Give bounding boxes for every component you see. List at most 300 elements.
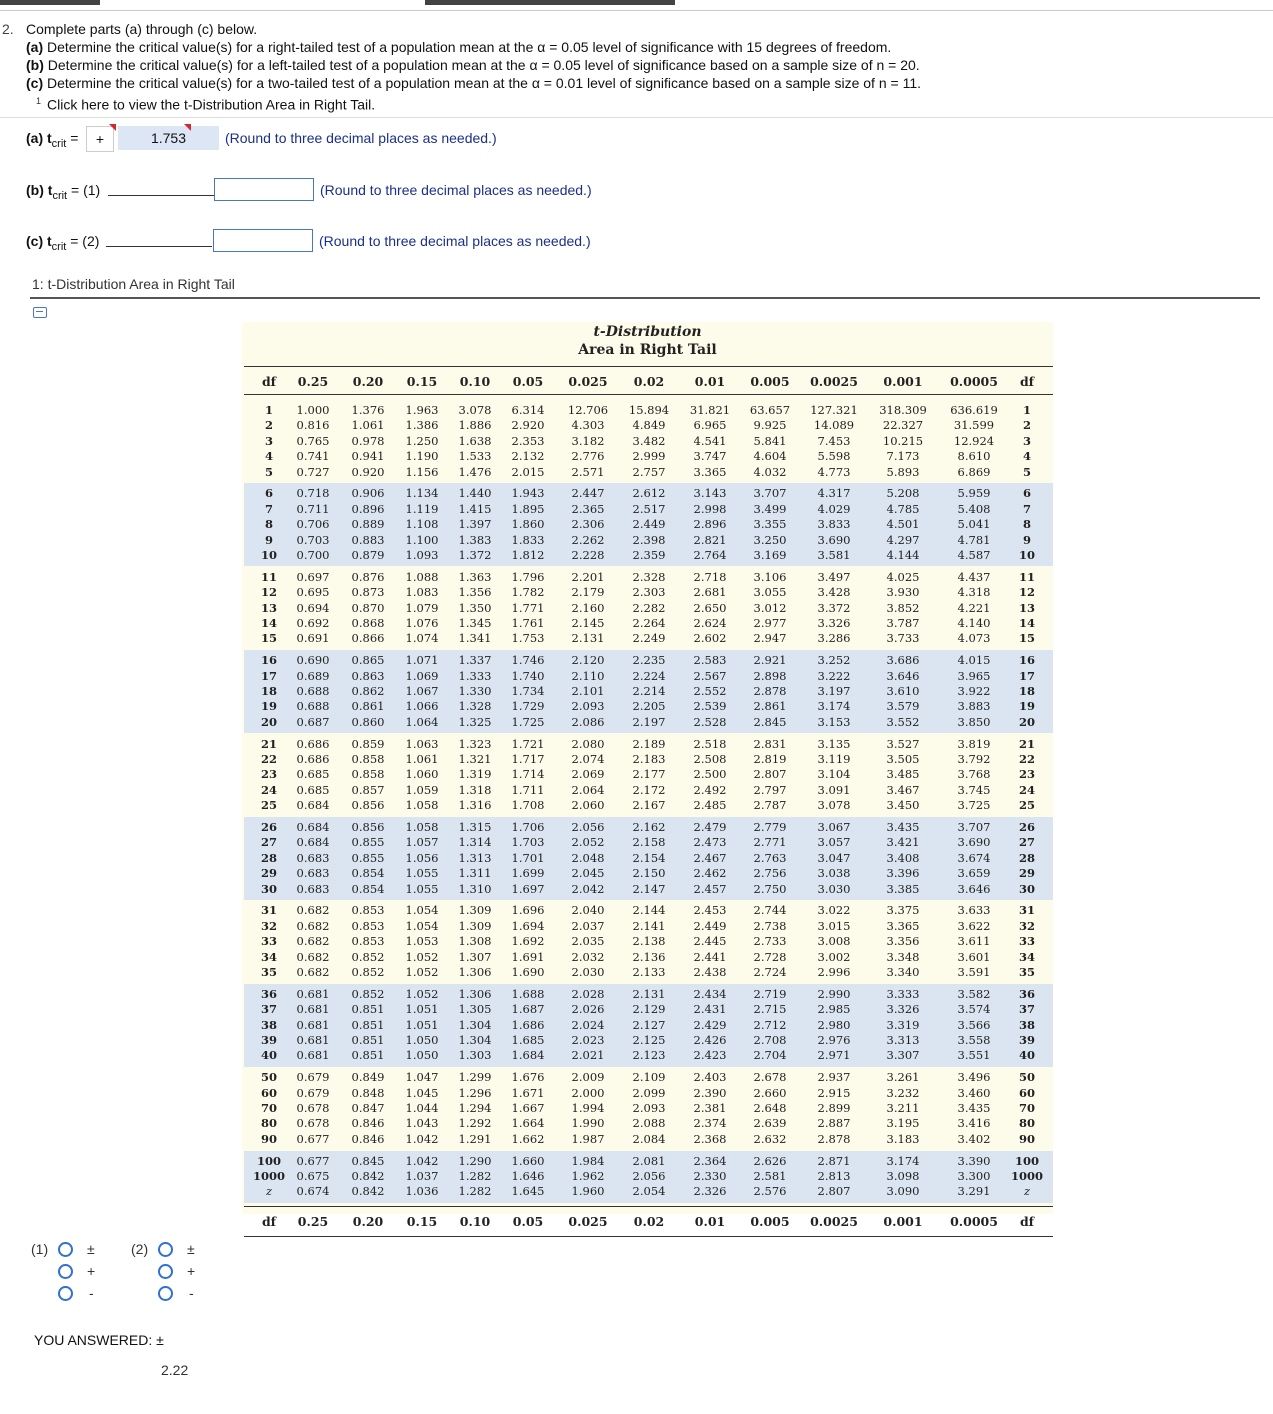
radio-group2-option1[interactable]: [158, 1242, 173, 1257]
table-row-df: 40: [1018, 1048, 1035, 1063]
table-cell: 1.734: [511, 684, 545, 698]
table-cell: 1.108: [405, 517, 439, 532]
table-cell: 1.190: [405, 449, 439, 464]
table-row-df: 22: [1018, 752, 1035, 766]
table-cell: 1.050: [405, 1033, 439, 1047]
question-part-b: (b) Determine the critical value(s) for a left-tailed test of a population mean at the α = 0.05 level of significance based on a sample size of n = 20.: [26, 57, 920, 73]
table-row-df: 30: [1018, 881, 1035, 896]
table-cell: 2.133: [632, 965, 666, 979]
table-cell: 5.841: [753, 433, 787, 448]
question-text: [2, 20, 921, 114]
table-cell: 0.677: [296, 1131, 330, 1146]
table-cell: 7.173: [886, 449, 920, 464]
table-rule: [244, 394, 1053, 395]
table-cell: 1.305: [458, 1002, 492, 1017]
table-cell: 3.047: [817, 850, 851, 865]
table-cell: 5.893: [886, 464, 920, 479]
table-cell: 3.169: [753, 548, 787, 562]
table-row-df: 1: [1022, 403, 1031, 417]
table-cell: 0.684: [296, 835, 330, 850]
table-cell: 1.074: [405, 631, 439, 646]
table-cell: 0.858: [351, 752, 385, 766]
table-cell: 3.012: [753, 600, 787, 615]
table-cell: 0.846: [351, 1116, 385, 1131]
table-cell: 2.861: [753, 699, 787, 714]
table-rule: [244, 366, 1053, 367]
table-cell: 2.915: [817, 1085, 851, 1100]
table-cell: 4.773: [817, 464, 851, 479]
table-cell: 2.056: [571, 820, 605, 834]
table-cell: 2.887: [817, 1116, 851, 1131]
table-row-df: 80: [1018, 1116, 1035, 1131]
table-row-df: 100: [1014, 1153, 1039, 1168]
table-cell: 2.093: [571, 699, 605, 714]
table-cell: 1.056: [405, 850, 439, 865]
table-cell: 0.883: [351, 532, 385, 547]
radio-group1-option1[interactable]: [58, 1242, 73, 1257]
table-cell: 2.771: [753, 835, 787, 850]
table-cell: 0.879: [351, 548, 385, 562]
table-cell: 3.250: [753, 532, 787, 547]
table-row-df: 50: [260, 1070, 277, 1085]
table-cell: 0.684: [296, 798, 330, 813]
table-cell: 1.943: [511, 486, 545, 501]
table-cell: 2.776: [571, 449, 605, 464]
table-cell: 1.119: [405, 501, 439, 516]
table-cell: 2.431: [693, 1002, 727, 1017]
table-row-df: 20: [1018, 714, 1035, 729]
table-row-df: 7: [1022, 501, 1031, 516]
table-cell: 2.479: [693, 820, 727, 834]
table-cell: 2.042: [571, 881, 605, 896]
table-cell: 2.990: [817, 986, 851, 1001]
table-cell: 1.994: [571, 1101, 605, 1115]
column-footer: 0.01: [694, 1213, 726, 1229]
table-cell: 1.310: [458, 881, 492, 896]
column-header: 0.05: [512, 374, 544, 389]
table-row-df: 25: [1018, 798, 1035, 813]
table-cell: 4.221: [957, 600, 991, 615]
radio-group1-option3[interactable]: [58, 1286, 73, 1301]
table-cell: 2.728: [753, 949, 787, 964]
table-cell: 2.977: [753, 616, 787, 630]
table-row-df: 18: [1018, 684, 1035, 698]
you-answered-value: 2.22: [161, 1362, 189, 1378]
table-cell: 3.552: [886, 714, 920, 729]
table-cell: 2.035: [571, 934, 605, 949]
table-cell: 2.060: [571, 798, 605, 813]
table-cell: 1.691: [511, 949, 545, 964]
column-header: 0.15: [406, 374, 438, 389]
table-row-df: 16: [1018, 653, 1035, 668]
table-row-df: 3: [1022, 433, 1031, 448]
answer-b-hint: (Round to three decimal places as needed.): [320, 182, 592, 198]
table-cell: 1.688: [511, 986, 545, 1001]
table-cell: 2.445: [693, 934, 727, 949]
table-cell: 2.032: [571, 949, 605, 964]
table-cell: 3.211: [886, 1101, 920, 1115]
table-cell: 0.845: [351, 1153, 385, 1168]
table-cell: 1.662: [511, 1131, 545, 1146]
table-cell: 1.703: [511, 835, 545, 850]
table-cell: 0.688: [296, 684, 330, 698]
table-cell: 0.692: [296, 616, 330, 630]
table-cell: 3.333: [886, 986, 920, 1001]
column-footer: 0.02: [633, 1213, 665, 1229]
table-cell: 2.228: [571, 548, 605, 562]
table-cell: 4.144: [886, 548, 920, 562]
table-cell: 14.089: [813, 418, 855, 433]
table-cell: 1.363: [458, 569, 492, 584]
table-cell: 1.311: [458, 866, 492, 881]
table-cell: 2.971: [817, 1048, 851, 1063]
table-cell: 4.437: [957, 569, 991, 584]
table-cell: 1.296: [458, 1085, 492, 1100]
table-cell: 3.408: [886, 850, 920, 865]
print-icon[interactable]: [33, 307, 47, 318]
table-cell: 4.781: [957, 532, 991, 547]
table-cell: 0.681: [296, 986, 330, 1001]
answer-c-input[interactable]: [213, 229, 313, 252]
table-cell: 2.485: [693, 798, 727, 813]
table-cell: 2.364: [693, 1153, 727, 1168]
table-cell: 2.129: [632, 1002, 666, 1017]
table-row-df: 36: [260, 986, 277, 1001]
table-cell: 2.158: [632, 835, 666, 850]
table-cell: 3.787: [886, 616, 920, 630]
answer-a-value[interactable]: 1.753: [118, 126, 219, 150]
table-row-df: 35: [1018, 965, 1035, 979]
table-cell: 2.819: [753, 752, 787, 766]
table-cell: 2.109: [632, 1070, 666, 1085]
column-footer: 0.025: [568, 1213, 608, 1229]
table-cell: 2.390: [693, 1085, 727, 1100]
table-row-df: 34: [1018, 949, 1035, 964]
table-cell: 1.706: [511, 820, 545, 834]
table-cell: 2.508: [693, 752, 727, 766]
table-cell: 3.232: [886, 1085, 920, 1100]
table-cell: 3.340: [886, 965, 920, 979]
table-cell: 1.036: [405, 1184, 439, 1199]
table-cell: 2.064: [571, 782, 605, 797]
table-cell: 3.348: [886, 949, 920, 964]
table-cell: 3.197: [817, 684, 851, 698]
table-cell: 3.195: [886, 1116, 920, 1131]
table-cell: 3.355: [753, 517, 787, 532]
table-cell: 0.679: [296, 1085, 330, 1100]
table-row-df: 39: [1018, 1033, 1035, 1047]
table-cell: 2.518: [693, 736, 727, 751]
table-cell: 0.700: [296, 548, 330, 562]
table-cell: 2.028: [571, 986, 605, 1001]
table-cell: 3.747: [693, 449, 727, 464]
table-cell: 0.920: [351, 464, 385, 479]
table-cell: 0.853: [351, 918, 385, 933]
table-cell: 1.397: [458, 517, 492, 532]
table-row-df: 90: [1018, 1131, 1035, 1146]
radio-group1-option1-label: ±: [87, 1241, 95, 1257]
table-cell: 2.189: [632, 736, 666, 751]
table-cell: 0.856: [351, 820, 385, 834]
table-cell: 3.733: [886, 631, 920, 646]
table-cell: 0.682: [296, 949, 330, 964]
table-cell: 1.055: [405, 866, 439, 881]
table-cell: 1.860: [511, 517, 545, 532]
table-cell: 2.624: [693, 616, 727, 630]
table-cell: 2.517: [632, 501, 666, 516]
table-cell: 1.053: [405, 934, 439, 949]
table-cell: 2.744: [753, 903, 787, 918]
table-cell: 1.684: [511, 1048, 545, 1063]
table-cell: 1.061: [351, 418, 385, 433]
table-row-df: 14: [260, 616, 277, 630]
table-cell: 3.252: [817, 653, 851, 668]
table-link[interactable]: $^1$ Click here to view the t-Distribution Area in Right Tail.: [36, 96, 376, 113]
table-cell: 3.396: [886, 866, 920, 881]
table-row-df: 9: [1022, 532, 1031, 547]
table-cell: 0.678: [296, 1116, 330, 1131]
table-cell: 0.682: [296, 918, 330, 933]
table-cell: 1.000: [296, 403, 330, 417]
table-cell: 2.980: [817, 1017, 851, 1032]
answer-a-sign[interactable]: +: [86, 126, 114, 152]
table-cell: 3.390: [957, 1153, 991, 1168]
table-row-df: 9: [264, 532, 273, 547]
table-cell: 2.145: [571, 616, 605, 630]
table-cell: 0.706: [296, 517, 330, 532]
radio-group2-option3-label: -: [189, 1285, 194, 1301]
table-cell: 2.359: [632, 548, 666, 562]
column-header: 0.02: [633, 374, 665, 389]
table-cell: 2.581: [753, 1169, 787, 1183]
table-row-df: 37: [260, 1002, 277, 1017]
table-cell: 3.291: [957, 1184, 991, 1199]
table-cell: 2.081: [632, 1153, 666, 1168]
table-cell: 2.214: [632, 684, 666, 698]
table-cell: 2.552: [693, 684, 727, 698]
table-cell: 2.132: [511, 449, 545, 464]
table-cell: 2.080: [571, 736, 605, 751]
table-cell: 3.558: [957, 1033, 991, 1047]
table-cell: 3.591: [957, 965, 991, 979]
t-distribution-table: [242, 322, 1053, 1229]
column-header: 0.20: [352, 374, 384, 389]
table-cell: 3.183: [886, 1131, 920, 1146]
table-cell: 2.154: [632, 850, 666, 865]
table-row-df: 35: [260, 965, 277, 979]
table-cell: 0.889: [351, 517, 385, 532]
table-cell: 0.854: [351, 866, 385, 881]
table-cell: 0.682: [296, 965, 330, 979]
radio-group1-option2[interactable]: [58, 1264, 73, 1279]
table-cell: 2.088: [632, 1116, 666, 1131]
table-cell: 2.473: [693, 835, 727, 850]
table-cell: 2.353: [511, 433, 545, 448]
table-cell: 3.690: [817, 532, 851, 547]
table-cell: 2.996: [817, 965, 851, 979]
table-cell: 3.300: [957, 1169, 991, 1183]
table-cell: 2.015: [511, 464, 545, 479]
table-cell: 0.876: [351, 569, 385, 584]
table-cell: 3.153: [817, 714, 851, 729]
table-cell: 3.551: [957, 1048, 991, 1063]
table-cell: 0.683: [296, 850, 330, 865]
table-cell: 2.779: [753, 820, 787, 834]
table-row-df: 28: [1018, 850, 1035, 865]
table-cell: 1.042: [405, 1131, 439, 1146]
table-cell: 0.851: [351, 1017, 385, 1032]
table-cell: 0.865: [351, 653, 385, 668]
table-cell: 2.264: [632, 616, 666, 630]
column-footer: 0.10: [459, 1213, 491, 1229]
table-cell: 3.416: [957, 1116, 991, 1131]
table-cell: 0.683: [296, 866, 330, 881]
table-cell: 2.871: [817, 1153, 851, 1168]
table-row-df: 16: [260, 653, 277, 668]
table-cell: 0.852: [351, 986, 385, 1001]
table-cell: 3.686: [886, 653, 920, 668]
table-cell: 2.733: [753, 934, 787, 949]
table-cell: 1.660: [511, 1153, 545, 1168]
table-cell: 1.337: [458, 653, 492, 668]
table-rule: [244, 1236, 1053, 1237]
table-cell: 2.626: [753, 1153, 787, 1168]
table-cell: 4.541: [693, 433, 727, 448]
table-cell: 3.015: [817, 918, 851, 933]
table-cell: 1.050: [405, 1048, 439, 1063]
column-footer: 0.0025: [810, 1213, 858, 1229]
column-footer: 0.0005: [950, 1213, 998, 1229]
table-row-df: 24: [1018, 782, 1035, 797]
table-cell: 4.073: [957, 631, 991, 646]
table-cell: 2.074: [571, 752, 605, 766]
table-cell: 7.453: [817, 433, 851, 448]
table-cell: 12.924: [953, 433, 995, 448]
table-cell: 1.753: [511, 631, 545, 646]
table-cell: 1.664: [511, 1116, 545, 1131]
table-cell: 1.325: [458, 714, 492, 729]
table-cell: 1.725: [511, 714, 545, 729]
table-row-df: 13: [260, 600, 277, 615]
table-cell: 2.947: [753, 631, 787, 646]
table-cell: 4.318: [957, 585, 991, 600]
table-cell: 3.307: [886, 1048, 920, 1063]
table-cell: 1.052: [405, 965, 439, 979]
table-cell: 1.059: [405, 782, 439, 797]
table-cell: 2.763: [753, 850, 787, 865]
table-row-df: 33: [1018, 934, 1035, 949]
table-cell: 2.201: [571, 569, 605, 584]
table-cell: 0.848: [351, 1085, 385, 1100]
table-cell: 4.297: [886, 532, 920, 547]
table-cell: 2.197: [632, 714, 666, 729]
table-rule: [244, 1206, 1053, 1207]
table-row-df: 11: [1018, 569, 1035, 584]
answer-b-label: (b) $t_{crit} = (1)$: [26, 182, 101, 202]
table-cell: 2.681: [693, 585, 727, 600]
table-row-df: 21: [1018, 736, 1035, 751]
table-cell: 2.453: [693, 903, 727, 918]
table-row-df: 70: [260, 1101, 277, 1115]
table-cell: 15.894: [628, 403, 670, 417]
table-cell: 3.104: [817, 767, 851, 782]
column-header: 0.01: [694, 374, 726, 389]
table-cell: 0.682: [296, 903, 330, 918]
table-cell: 0.861: [351, 699, 385, 714]
table-cell: 2.807: [817, 1184, 851, 1199]
column-footer-df: df: [1019, 1213, 1035, 1229]
table-cell: 1.304: [458, 1017, 492, 1032]
table-row-df: 14: [1018, 616, 1035, 630]
table-cell: 2.205: [632, 699, 666, 714]
table-cell: 2.612: [632, 486, 666, 501]
table-cell: 2.144: [632, 903, 666, 918]
table-cell: 12.706: [567, 403, 609, 417]
table-cell: 2.976: [817, 1033, 851, 1047]
table-row-df: z: [265, 1184, 273, 1199]
table-row-df: 31: [1018, 903, 1035, 918]
table-cell: 1.960: [571, 1184, 605, 1199]
table-cell: 1.386: [405, 418, 439, 433]
table-cell: 1.282: [458, 1184, 492, 1199]
table-cell: 3.174: [817, 699, 851, 714]
radio-group2-option2[interactable]: [158, 1264, 173, 1279]
radio-group2-option3[interactable]: [158, 1286, 173, 1301]
table-row-df: 22: [260, 752, 277, 766]
table-cell: 3.319: [886, 1017, 920, 1032]
table-cell: 1.690: [511, 965, 545, 979]
table-row-df: 23: [260, 767, 277, 782]
table-cell: 0.853: [351, 934, 385, 949]
table-cell: 2.576: [753, 1184, 787, 1199]
table-cell: 31.821: [689, 403, 731, 417]
table-cell: 0.685: [296, 782, 330, 797]
table-cell: 2.403: [693, 1070, 727, 1085]
table-cell: 3.659: [957, 866, 991, 881]
table-row-df: 70: [1018, 1101, 1035, 1115]
table-row-df: 1000: [1010, 1169, 1043, 1183]
table-row-df: 39: [260, 1033, 277, 1047]
table-cell: 1.063: [405, 736, 439, 751]
table-cell: 2.030: [571, 965, 605, 979]
table-row-df: 40: [260, 1048, 277, 1063]
column-header: 0.25: [297, 374, 329, 389]
table-cell: 2.639: [753, 1116, 787, 1131]
table-cell: 0.866: [351, 631, 385, 646]
table-row-df: 32: [260, 918, 277, 933]
choice-group1-label: (1): [31, 1241, 49, 1257]
table-cell: 3.646: [886, 668, 920, 683]
table-cell: 1.306: [458, 986, 492, 1001]
answer-b-input[interactable]: [214, 178, 314, 201]
table-cell: 3.450: [886, 798, 920, 813]
table-cell: 0.941: [351, 449, 385, 464]
column-footer: 0.05: [512, 1213, 544, 1229]
table-row-df: 10: [1018, 548, 1035, 562]
table-cell: 0.727: [296, 464, 330, 479]
top-header-strip: [0, 0, 1273, 11]
table-cell: 2.429: [693, 1017, 727, 1032]
table-cell: 2.492: [693, 782, 727, 797]
table-cell: 1.037: [405, 1169, 439, 1183]
table-cell: 2.303: [632, 585, 666, 600]
table-cell: 2.110: [571, 668, 605, 683]
table-cell: 1.309: [458, 903, 492, 918]
table-row-df: 5: [264, 464, 273, 479]
column-header: 0.0005: [950, 374, 998, 389]
table-cell: 3.030: [817, 881, 851, 896]
table-cell: 3.008: [817, 934, 851, 949]
